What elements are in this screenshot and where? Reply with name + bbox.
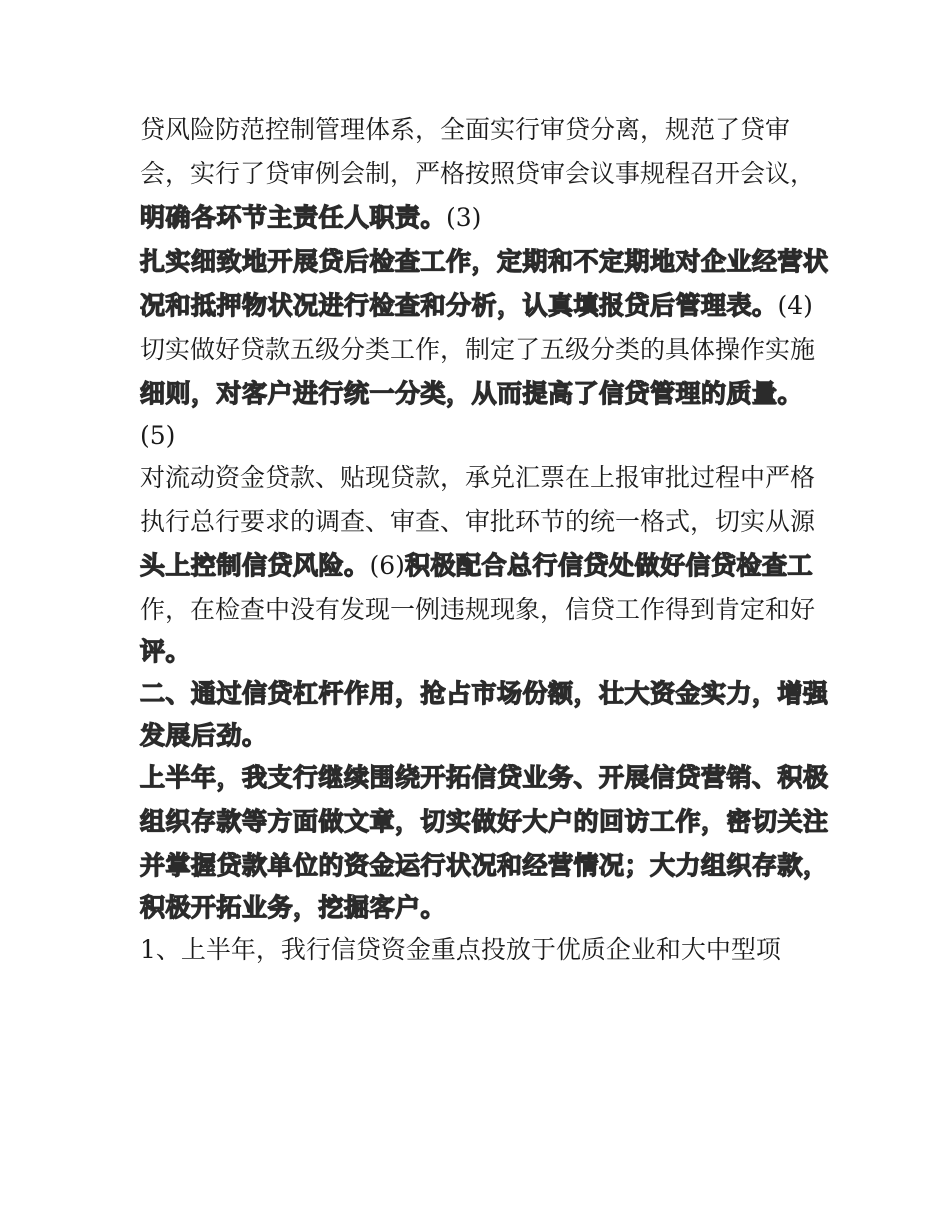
document-body <box>140 108 829 972</box>
text-line <box>140 196 820 240</box>
text-line <box>140 284 820 328</box>
text-line <box>140 928 820 972</box>
text-segment: (4) <box>777 291 813 320</box>
text-segment: 会，实行了贷审例会制，严格按照贷审会议事规程召开会议， <box>140 159 816 188</box>
text-line <box>140 372 820 416</box>
text-segment: 组织存款等方面做文章，切实做好大户的回访工作，密切关注 <box>140 807 829 836</box>
text-line <box>140 240 829 284</box>
text-segment: 细则，对客户进行统一分类，从而提高了信贷管理的质量。 <box>140 379 804 408</box>
text-line <box>140 588 820 632</box>
text-segment: 上半年，我支行继续围绕开拓信贷业务、开展信贷营销、积极 <box>140 763 829 792</box>
text-segment: 贷风险防范控制管理体系，全面实行审贷分离，规范了贷审 <box>140 115 791 144</box>
section-heading <box>140 716 820 756</box>
text-segment: 况和抵押物状况进行检查和分析，认真填报贷后管理表。 <box>140 291 778 320</box>
section-heading <box>140 672 829 716</box>
text-line <box>140 328 820 372</box>
text-segment: 积极配合总行信贷处做好信贷检查工 <box>404 551 813 580</box>
text-segment: 二、通过信贷杠杆作用，抢占市场份额，壮大资金实力，增强 <box>140 679 829 708</box>
text-segment: (5) <box>140 421 176 450</box>
text-segment: 切实做好贷款五级分类工作，制定了五级分类的具体操作实施 <box>140 335 816 364</box>
text-segment: 明确各环节主责任人职责。 <box>140 203 447 232</box>
text-line <box>140 108 820 152</box>
text-line <box>140 416 820 456</box>
text-segment: (6) <box>369 551 405 580</box>
text-line <box>140 888 820 928</box>
text-segment: (3) <box>446 203 482 232</box>
text-line <box>140 152 820 196</box>
text-line <box>140 500 820 544</box>
text-segment: 并掌握贷款单位的资金运行状况和经营情况；大力组织存款， <box>140 851 829 880</box>
text-segment: 积极开拓业务，挖掘客户。 <box>140 893 447 922</box>
text-line <box>140 844 829 888</box>
text-segment: 头上控制信贷风险。 <box>140 551 370 580</box>
text-line <box>140 544 820 588</box>
text-line <box>140 800 829 844</box>
text-line <box>140 632 820 672</box>
text-segment: 对流动资金贷款、贴现贷款，承兑汇票在上报审批过程中严格 <box>140 463 816 492</box>
text-segment: 扎实细致地开展贷后检查工作，定期和不定期地对企业经营状 <box>140 247 829 276</box>
text-line <box>140 456 820 500</box>
text-segment: 1、上半年，我行信贷资金重点投放于优质企业和大中型项 <box>140 935 781 964</box>
text-segment: 执行总行要求的调查、审查、审批环节的统一格式，切实从源 <box>140 507 816 536</box>
text-segment: 评。 <box>140 637 192 666</box>
text-line <box>140 756 829 800</box>
text-segment: 发展后劲。 <box>140 721 268 750</box>
text-segment: 作，在检查中没有发现一例违规现象，信贷工作得到肯定和好 <box>140 595 816 624</box>
